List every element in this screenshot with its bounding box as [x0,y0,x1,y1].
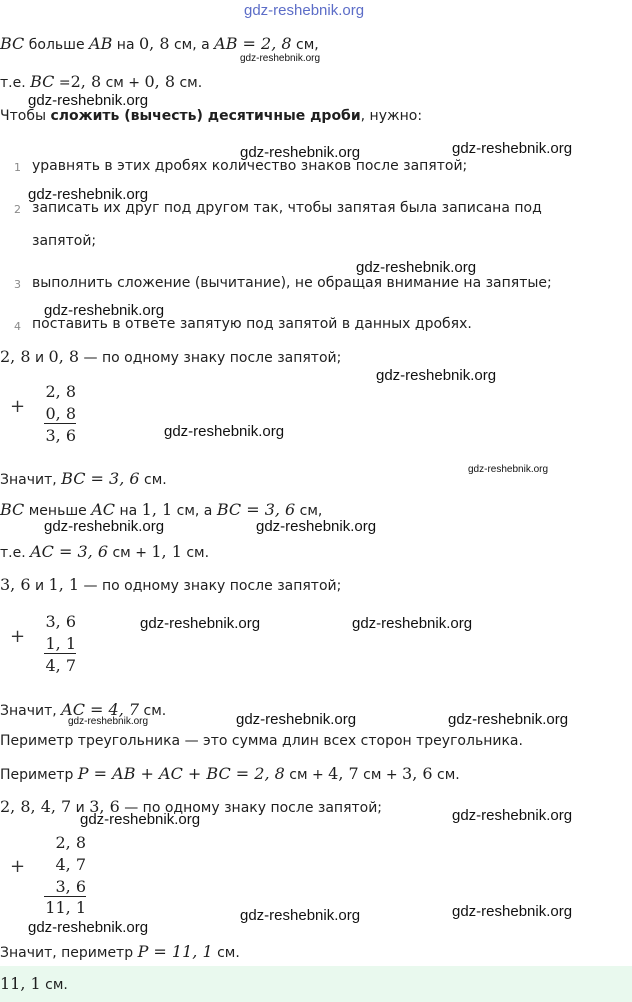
sum-result: 3, 6 [45,426,76,445]
text-line: Значит, периметр P = 11, 1 см. [0,942,240,961]
addend: 2, 8 [45,382,76,401]
watermark: gdz-reshebnik.org [356,259,477,276]
text-line: Периметр P = AB + AC + BC = 2, 8 см + 4, 7 см + 3, 6 см. [0,764,460,783]
sum-result: 11, 1 [45,898,86,917]
addend: 1, 1 [45,634,76,653]
addend: 3, 6 [44,877,86,897]
answer-box [0,966,632,1002]
watermark: gdz-reshebnik.org [28,186,149,203]
watermark: gdz-reshebnik.org [80,811,201,828]
watermark: gdz-reshebnik.org [240,144,361,161]
list-number: 2 [14,203,21,216]
list-item-continued: запятой; [32,233,97,249]
list-item: поставить в ответе запятую под запятой в данных дробях. [32,316,472,332]
plus-sign: + [10,626,26,647]
watermark: gdz-reshebnik.org [256,518,377,535]
watermark: gdz-reshebnik.org [244,2,365,19]
plus-sign: + [10,396,26,417]
plus-sign: + [10,856,26,877]
rule-line: Чтобы сложить (вычесть) десятичные дроби, нужно: [0,108,423,124]
text-line: BC меньше AC на 1, 1 см, а BC = 3, 6 см, [0,500,323,519]
addend: 4, 7 [55,855,86,874]
watermark: gdz-reshebnik.org [448,711,569,728]
text-line: 2, 8, 4, 7 и 3, 6 — по одному знаку после запятой; [0,797,383,816]
column-addition [44,382,76,445]
watermark: gdz-reshebnik.org [240,907,361,924]
watermark: gdz-reshebnik.org [352,615,473,632]
watermark: gdz-reshebnik.org [140,615,261,632]
watermark: gdz-reshebnik.org [452,140,573,157]
text-line: т.е. BC =2, 8 см + 0, 8 см. [0,72,203,91]
addend: 2, 8 [55,833,86,852]
watermark: gdz-reshebnik.org [44,518,165,535]
addend: 3, 6 [45,612,76,631]
list-number: 3 [14,278,21,291]
watermark: gdz-reshebnik.org [468,464,549,475]
list-number: 4 [14,320,21,333]
list-item: уравнять в этих дробях количество знаков после запятой; [32,158,468,174]
text-line: Значит, AC = 4, 7 см. [0,700,167,719]
text-line: 3, 6 и 1, 1 — по одному знаку после запятой; [0,575,342,594]
column-addition [44,612,76,675]
column-addition [44,833,86,917]
list-item: записать их друг под другом так, чтобы запятая была записана под [32,200,542,216]
watermark: gdz-reshebnik.org [28,919,149,936]
addend: 0, 8 [45,404,76,423]
text-line: т.е. AC = 3, 6 см + 1, 1 см. [0,542,210,561]
watermark: gdz-reshebnik.org [68,716,149,727]
list-number: 1 [14,161,21,174]
sum-result: 4, 7 [45,656,76,675]
watermark: gdz-reshebnik.org [164,423,285,440]
watermark: gdz-reshebnik.org [376,367,497,384]
watermark: gdz-reshebnik.org [240,53,321,64]
watermark: gdz-reshebnik.org [236,711,357,728]
text-line: BC больше AB на 0, 8 см, а AB = 2, 8 см, [0,34,319,53]
watermark: gdz-reshebnik.org [452,807,573,824]
watermark: gdz-reshebnik.org [44,302,165,319]
watermark: gdz-reshebnik.org [452,903,573,920]
list-item: выполнить сложение (вычитание), не обращая внимание на запятые; [32,275,552,291]
watermark: gdz-reshebnik.org [28,92,149,109]
definition-line: Периметр треугольника — это сумма длин всех сторон треугольника. [0,733,523,749]
text-line: Значит, BC = 3, 6 см. [0,469,167,488]
text-line: 2, 8 и 0, 8 — по одному знаку после запятой; [0,347,342,366]
answer-text: 11, 1 см. [0,974,68,993]
